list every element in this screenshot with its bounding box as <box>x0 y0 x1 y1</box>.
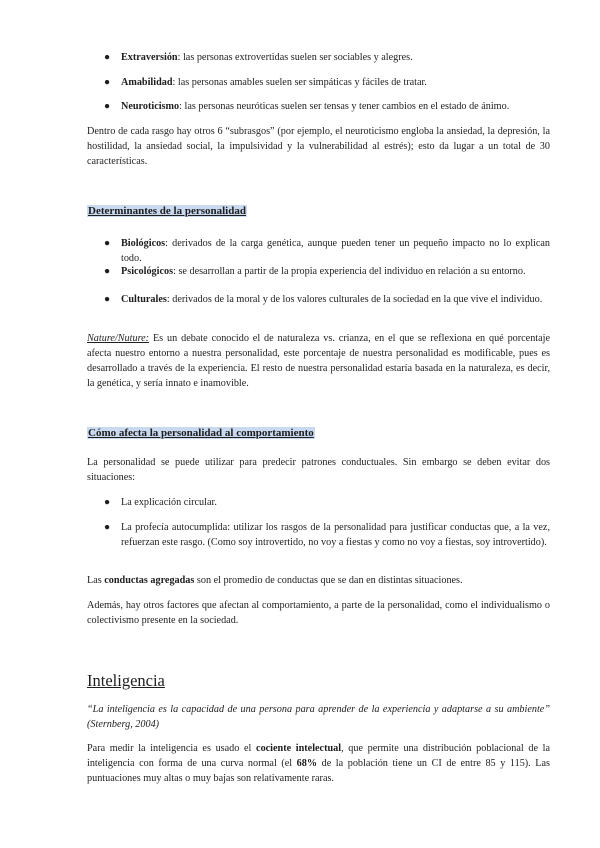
determinant-item-biologicos: Biológicos: derivados de la carga genética, aunque pueden tener un pequeño impacto no lo explican todo. <box>121 238 550 264</box>
behavior-heading: Cómo afecta la personalidad al comportamiento <box>88 427 314 439</box>
bullet-icon: ● <box>104 101 111 112</box>
trait-item-neuroticismo: Neuroticismo: las personas neuróticas suelen ser tensas y tener cambios en el estado de ánimo. <box>121 101 510 112</box>
subtraits-paragraph: Dentro de cada rasgo hay otros 6 “subrasgos” (por ejemplo, el neuroticismo engloba la ansiedad, la depresión, la hostilidad, la ansiedad social, la impulsividad y la vulnerabilidad al estrés); esto da lugar a un total de 30 características. <box>87 126 550 167</box>
bullet-icon: ● <box>104 294 111 305</box>
behavior-item-circular: La explicación circular. <box>121 497 217 508</box>
behavior-item-profecia: La profecía autocumplida: utilizar los rasgos de la personalidad para justificar conductas que, a la vez, refuerzan este rasgo. (Como soy introvertido, no voy a fiestas y como no voy a fiestas, soy introvertido). <box>121 522 550 548</box>
behavior-intro-paragraph: La personalidad se puede utilizar para predecir patrones conductuales. Sin embargo se deben evitar dos situaciones: <box>87 457 550 483</box>
aggregated-conducts-paragraph: Las conductas agregadas son el promedio de conductas que se dan en distintas situaciones. <box>87 575 463 586</box>
bullet-icon: ● <box>104 497 111 508</box>
determinant-item-psicologicos: Psicológicos: se desarrollan a partir de la propia experiencia del individuo en relación a su entorno. <box>121 266 526 277</box>
bullet-icon: ● <box>104 522 111 533</box>
intelligence-quote: “La inteligencia es la capacidad de una persona para aprender de la experiencia y adaptarse a su ambiente” (Sternberg, 2004) <box>87 704 550 730</box>
determinant-item-culturales: Culturales: derivados de la moral y de los valores culturales de la sociedad en la que vive el individuo. <box>121 294 543 305</box>
intelligence-title: Inteligencia <box>87 671 165 690</box>
bullet-icon: ● <box>104 266 111 277</box>
trait-item-extraversion: Extraversión: las personas extrovertidas suelen ser sociables y alegres. <box>121 52 413 63</box>
intelligence-measure-paragraph: Para medir la inteligencia es usado el cociente intelectual, que permite una distribución poblacional de la inteligencia con forma de una curva normal (el 68% de la población tiene un CI de entre 85 y 115). Las puntuaciones muy altas o muy bajas son relativamente raras. <box>87 743 551 784</box>
bullet-icon: ● <box>104 77 111 88</box>
determinants-heading: Determinantes de la personalidad <box>88 205 246 217</box>
bullet-icon: ● <box>104 238 111 249</box>
trait-item-amabilidad: Amabilidad: las personas amables suelen ser simpáticas y fáciles de tratar. <box>121 77 427 88</box>
bullet-icon: ● <box>104 52 111 63</box>
other-factors-paragraph: Además, hay otros factores que afectan al comportamiento, a parte de la personalidad, como el individualismo o colectivismo presente en la sociedad. <box>87 600 550 626</box>
nature-nurture-paragraph: Nature/Nuture: Es un debate conocido el de naturaleza vs. crianza, en el que se reflexiona en qué porcentaje afecta nuestro entorno a nuestra personalidad, este porcentaje de nuestra personalidad es modificable, pues es desarrollado a través de la experiencia. El resto de nuestra personalidad estaría basada en la naturaleza, es decir, la genética, y sería innato e inamovible. <box>87 333 550 389</box>
